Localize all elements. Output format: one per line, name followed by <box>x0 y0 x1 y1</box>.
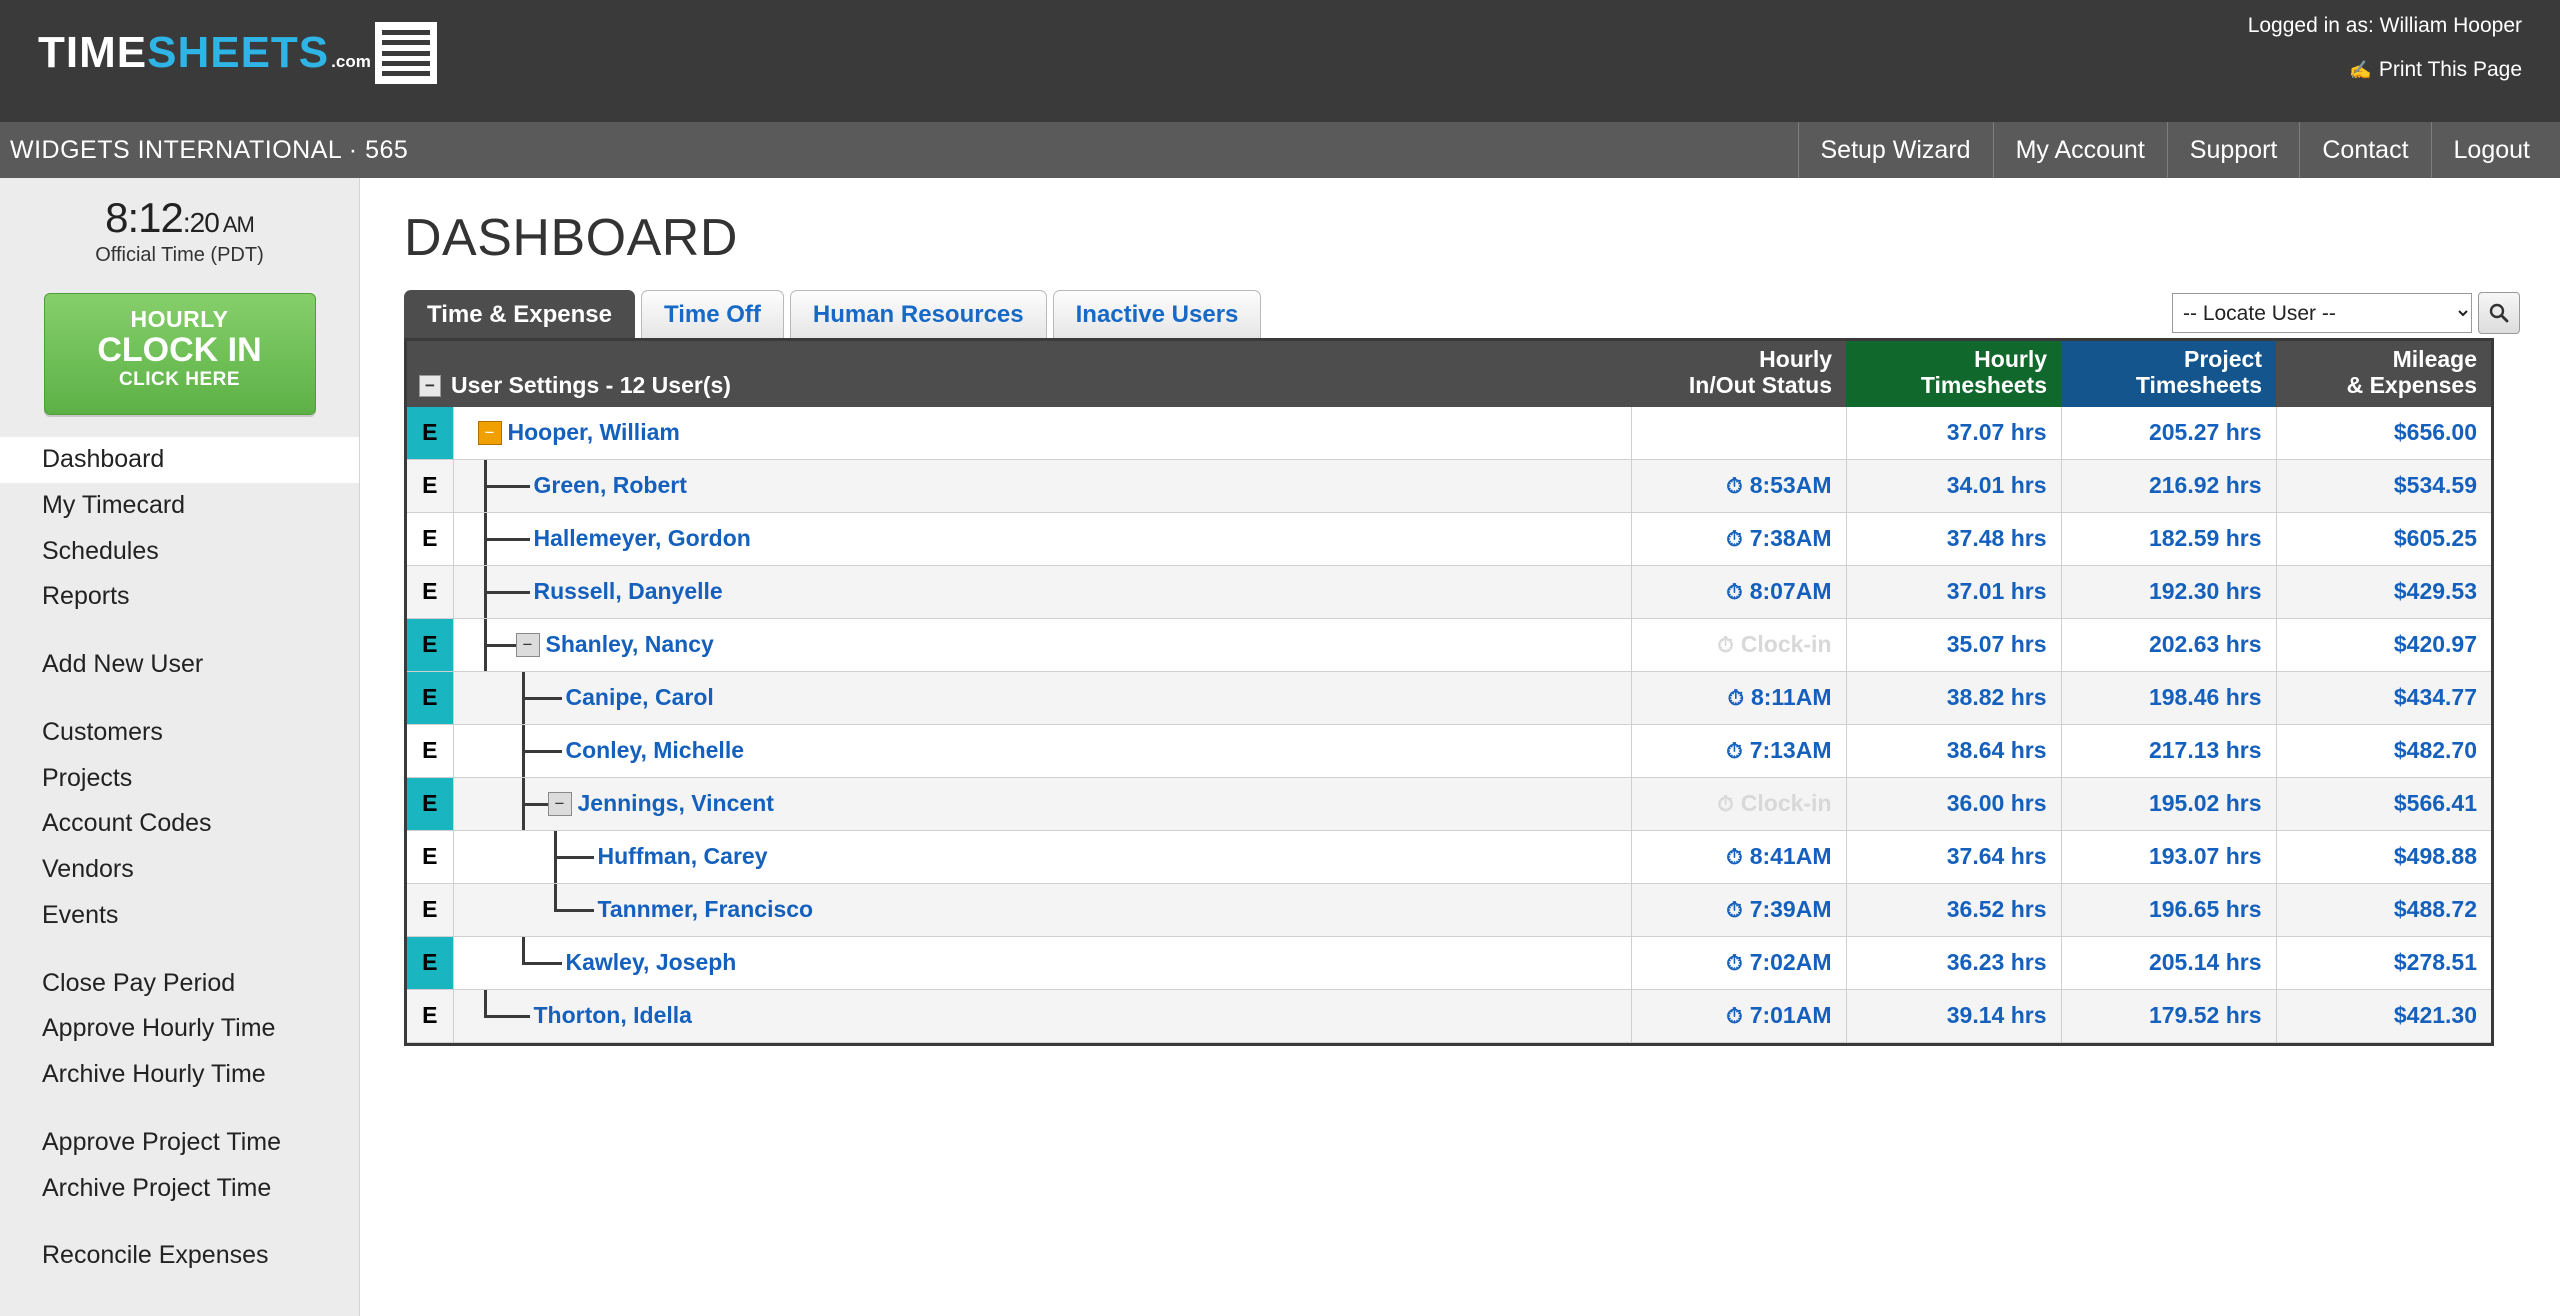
mileage-expense-amount[interactable]: $605.25 <box>2276 512 2491 565</box>
logo[interactable] <box>38 22 437 84</box>
table-body <box>407 407 2491 1043</box>
mileage-expense-amount[interactable]: $421.30 <box>2276 989 2491 1042</box>
user-name-cell <box>453 830 1631 883</box>
sidebar-item-close-pay-period[interactable]: Close Pay Period <box>42 968 236 997</box>
tree-connector <box>522 962 562 965</box>
user-name-link[interactable]: Shanley, Nancy <box>545 631 714 657</box>
project-timesheet-hours[interactable]: 192.30 hrs <box>2061 565 2276 618</box>
tree-line <box>484 460 487 512</box>
table-row <box>407 777 2491 830</box>
table-row <box>407 565 2491 618</box>
user-name-cell <box>453 724 1631 777</box>
clock-in-line1: HOURLY <box>130 306 229 332</box>
header-user-settings <box>407 341 1631 407</box>
tree-collapse-toggle[interactable]: − <box>478 421 502 445</box>
table-row <box>407 830 2491 883</box>
employee-type-flag: E <box>407 512 453 565</box>
mileage-expense-amount[interactable]: $498.88 <box>2276 830 2491 883</box>
user-name-link[interactable]: Conley, Michelle <box>565 737 745 763</box>
logo-text-sheets: SHEETS <box>147 28 330 77</box>
inout-status-cell[interactable] <box>1631 459 1846 512</box>
hourly-timesheet-hours[interactable]: 37.64 hrs <box>1846 830 2061 883</box>
employee-type-flag: E <box>407 618 453 671</box>
clock-icon: ⏱ <box>1727 687 1744 710</box>
table-row <box>407 936 2491 989</box>
sidebar-item-my-timecard[interactable]: My Timecard <box>42 490 186 519</box>
tree-line <box>484 513 487 565</box>
hourly-timesheet-hours[interactable]: 37.48 hrs <box>1846 512 2061 565</box>
sidebar-divider-2 <box>0 688 359 710</box>
print-page-label: Print This Page <box>2378 58 2522 81</box>
tree-line <box>522 725 525 777</box>
project-timesheet-hours[interactable]: 196.65 hrs <box>2061 883 2276 936</box>
company-bar <box>0 122 2560 178</box>
project-timesheet-hours[interactable]: 198.46 hrs <box>2061 671 2276 724</box>
inout-status-cell[interactable] <box>1631 407 1846 460</box>
user-name-link[interactable]: Tannmer, Francisco <box>597 896 814 922</box>
user-name-cell <box>453 671 1631 724</box>
sidebar-item-schedules[interactable]: Schedules <box>42 536 159 565</box>
tab-time-off[interactable]: Time Off <box>641 290 784 338</box>
user-name-link[interactable]: Huffman, Carey <box>597 843 768 869</box>
inout-status-value: 8:07AM <box>1749 578 1832 604</box>
mileage-expense-amount[interactable]: $429.53 <box>2276 565 2491 618</box>
clock-icon: ⏱ <box>1726 1005 1743 1028</box>
tree-connector <box>554 909 594 912</box>
top-bar <box>0 0 2560 122</box>
clock-icon: ⏱ <box>1726 952 1743 975</box>
clock-icon: ⏱ <box>1726 899 1743 922</box>
employee-type-flag: E <box>407 565 453 618</box>
inout-status-value: 7:39AM <box>1749 896 1832 922</box>
table-row <box>407 459 2491 512</box>
clock-icon: ⏱ <box>1717 793 1734 816</box>
clock-icon: ⏱ <box>1726 528 1743 551</box>
user-name-link[interactable]: Hooper, William <box>507 419 680 445</box>
employee-type-flag: E <box>407 936 453 989</box>
inout-status-value: Clock-in <box>1740 790 1832 816</box>
user-name-link[interactable]: Thorton, Idella <box>533 1002 692 1028</box>
clock-ampm: AM <box>222 212 254 237</box>
sidebar-item-reconcile-expenses[interactable]: Reconcile Expenses <box>42 1241 269 1270</box>
sidebar-item-account-codes[interactable]: Account Codes <box>42 809 212 838</box>
user-name-cell <box>453 777 1631 830</box>
sidebar-item-vendors[interactable]: Vendors <box>42 855 134 883</box>
sidebar-item-dashboard[interactable]: Dashboard <box>0 437 359 483</box>
sidebar-item-events[interactable]: Events <box>42 900 119 929</box>
clock-in-line3: CLICK HERE <box>118 368 241 390</box>
tree-connector <box>522 697 562 700</box>
user-name-cell <box>453 565 1631 618</box>
sidebar-nav <box>0 437 359 1279</box>
inout-status-value: 7:02AM <box>1749 949 1832 975</box>
main-content <box>360 178 2560 1316</box>
tree-line <box>522 672 525 724</box>
mileage-expense-amount[interactable]: $434.77 <box>2276 671 2491 724</box>
hourly-timesheet-hours[interactable]: 38.82 hrs <box>1846 671 2061 724</box>
hourly-timesheet-hours[interactable]: 38.64 hrs <box>1846 724 2061 777</box>
locate-user-select[interactable] <box>2172 293 2472 333</box>
tree-connector <box>484 591 530 594</box>
logged-in-label: Logged in as: William Hooper <box>2247 14 2522 37</box>
header-user-settings-label: User Settings - 12 User(s) <box>451 371 731 398</box>
mileage-expense-amount[interactable]: $278.51 <box>2276 936 2491 989</box>
tree-line <box>484 619 487 671</box>
table-header-row <box>407 341 2491 407</box>
user-name-link[interactable]: Kawley, Joseph <box>565 949 737 975</box>
hourly-timesheet-hours[interactable]: 34.01 hrs <box>1846 459 2061 512</box>
collapse-minus-icon[interactable]: − <box>419 375 441 397</box>
hourly-timesheet-hours[interactable]: 36.00 hrs <box>1846 777 2061 830</box>
header-mileage-line1: Mileage <box>2392 346 2477 372</box>
official-clock <box>0 194 359 242</box>
project-timesheet-hours[interactable]: 193.07 hrs <box>2061 830 2276 883</box>
inout-status-cell[interactable] <box>1631 989 1846 1042</box>
inout-status-cell[interactable] <box>1631 565 1846 618</box>
user-name-link[interactable]: Canipe, Carol <box>565 684 714 710</box>
nav-logout[interactable]: Logout <box>2431 122 2560 178</box>
mileage-expense-amount[interactable]: $488.72 <box>2276 883 2491 936</box>
project-timesheet-hours[interactable]: 195.02 hrs <box>2061 777 2276 830</box>
sidebar-item-add-new-user[interactable]: Add New User <box>42 650 204 678</box>
clock-icon: ⏱ <box>1726 740 1743 763</box>
user-name-cell <box>453 407 1631 460</box>
project-timesheet-hours[interactable]: 182.59 hrs <box>2061 512 2276 565</box>
project-timesheet-hours[interactable]: 217.13 hrs <box>2061 724 2276 777</box>
inout-status-cell[interactable] <box>1631 724 1846 777</box>
main-nav <box>1798 122 2560 178</box>
clock-in-line2: CLOCK IN <box>97 331 262 369</box>
header-status-line2: In/Out Status <box>1688 371 1832 398</box>
header-project-line1: Project <box>2184 346 2262 372</box>
sidebar-item-projects[interactable]: Projects <box>42 763 133 792</box>
clock-icon: ⏱ <box>1726 846 1743 869</box>
nav-setup-wizard[interactable]: Setup Wizard <box>1798 122 1993 178</box>
tree-connector <box>554 856 594 859</box>
tree-line <box>554 884 557 911</box>
inout-status-value: 7:38AM <box>1749 525 1832 551</box>
print-page-link[interactable] <box>2349 58 2522 82</box>
inout-status-value: 8:41AM <box>1749 843 1832 869</box>
header-hourly-line1: Hourly <box>1974 346 2047 372</box>
table-row <box>407 512 2491 565</box>
header-status-line1: Hourly <box>1759 346 1832 372</box>
inout-status-cell[interactable] <box>1631 830 1846 883</box>
mileage-expense-amount[interactable]: $482.70 <box>2276 724 2491 777</box>
tree-line <box>484 566 487 618</box>
header-mileage-expenses <box>2276 341 2491 407</box>
project-timesheet-hours[interactable]: 205.27 hrs <box>2061 407 2276 460</box>
tree-connector <box>484 1015 530 1018</box>
mileage-expense-amount[interactable]: $656.00 <box>2276 407 2491 460</box>
hourly-clock-in-button[interactable] <box>44 293 316 415</box>
table-row <box>407 883 2491 936</box>
user-name-link[interactable]: Russell, Danyelle <box>533 578 723 604</box>
nav-my-account[interactable]: My Account <box>1993 122 2167 178</box>
clock-box <box>0 178 359 273</box>
employee-type-flag: E <box>407 724 453 777</box>
tree-line <box>484 990 487 1017</box>
inout-status-value: 7:01AM <box>1749 1002 1832 1028</box>
locate-user-controls <box>2172 292 2520 334</box>
sidebar-divider-1 <box>0 620 359 642</box>
tab-inactive-users[interactable]: Inactive Users <box>1053 290 1262 338</box>
hourly-timesheet-hours[interactable]: 36.23 hrs <box>1846 936 2061 989</box>
hourly-timesheet-hours[interactable]: 37.07 hrs <box>1846 407 2061 460</box>
clock-time: 8:12 <box>105 194 183 241</box>
clock-icon: ⏱ <box>1726 581 1743 604</box>
clock-icon: ⏱ <box>1717 634 1734 657</box>
hourly-timesheet-hours[interactable]: 37.01 hrs <box>1846 565 2061 618</box>
user-name-cell <box>453 512 1631 565</box>
dashboard-table-container <box>404 338 2494 1046</box>
header-hourly-line2: Timesheets <box>1920 371 2047 398</box>
header-mileage-line2: & Expenses <box>2346 371 2477 398</box>
table-row <box>407 407 2491 460</box>
tab-time-and-expense[interactable]: Time & Expense <box>404 290 635 338</box>
user-name-cell <box>453 618 1631 671</box>
employee-type-flag: E <box>407 830 453 883</box>
inout-status-cell[interactable] <box>1631 936 1846 989</box>
employee-type-flag: E <box>407 407 453 460</box>
tree-connector <box>484 485 530 488</box>
logo-text-time: TIME <box>38 28 148 77</box>
nav-support[interactable]: Support <box>2167 122 2300 178</box>
magnifier-icon <box>2488 302 2510 324</box>
logo-text <box>38 28 371 78</box>
project-timesheet-hours[interactable]: 205.14 hrs <box>2061 936 2276 989</box>
user-name-link[interactable]: Green, Robert <box>533 472 687 498</box>
sidebar-item-approve-hourly-time[interactable]: Approve Hourly Time <box>42 1014 276 1043</box>
employee-type-flag: E <box>407 883 453 936</box>
inout-status-value: Clock-in <box>1740 631 1832 657</box>
page-title: DASHBOARD <box>404 209 738 267</box>
hourly-timesheet-hours[interactable]: 39.14 hrs <box>1846 989 2061 1042</box>
employee-type-flag: E <box>407 459 453 512</box>
header-project-timesheets <box>2061 341 2276 407</box>
tree-connector <box>484 538 530 541</box>
user-name-cell <box>453 459 1631 512</box>
user-name-cell <box>453 883 1631 936</box>
sidebar-divider-5 <box>0 1211 359 1233</box>
clock-icon: ⏱ <box>1726 475 1743 498</box>
dashboard-table <box>407 341 2491 1043</box>
tree-line <box>522 937 525 964</box>
table-row <box>407 618 2491 671</box>
tree-collapse-toggle[interactable]: − <box>548 792 572 816</box>
printer-icon: ✍ <box>2349 60 2372 80</box>
clock-seconds: :20 <box>182 207 219 238</box>
hourly-timesheet-hours[interactable]: 35.07 hrs <box>1846 618 2061 671</box>
sidebar <box>0 178 360 1316</box>
table-row <box>407 724 2491 777</box>
mileage-expense-amount[interactable]: $534.59 <box>2276 459 2491 512</box>
user-name-link[interactable]: Jennings, Vincent <box>577 790 774 816</box>
official-time-label: Official Time (PDT) <box>95 244 264 266</box>
inout-status-cell[interactable] <box>1631 883 1846 936</box>
sidebar-item-approve-project-time[interactable]: Approve Project Time <box>42 1127 281 1156</box>
table-row <box>407 671 2491 724</box>
tab-human-resources[interactable]: Human Resources <box>790 290 1047 338</box>
inout-status-cell[interactable] <box>1631 618 1846 671</box>
tree-collapse-toggle[interactable]: − <box>516 633 540 657</box>
employee-type-flag: E <box>407 989 453 1042</box>
tab-strip <box>404 290 2520 338</box>
user-name-cell <box>453 989 1631 1042</box>
inout-status-value: 7:13AM <box>1749 737 1832 763</box>
sidebar-item-archive-project-time[interactable]: Archive Project Time <box>42 1173 272 1202</box>
inout-status-cell[interactable] <box>1631 512 1846 565</box>
sidebar-item-customers[interactable]: Customers <box>42 717 163 746</box>
sidebar-item-archive-hourly-time[interactable]: Archive Hourly Time <box>42 1060 266 1088</box>
header-hourly-inout-status <box>1631 341 1846 407</box>
header-hourly-timesheets <box>1846 341 2061 407</box>
employee-type-flag: E <box>407 777 453 830</box>
project-timesheet-hours[interactable]: 179.52 hrs <box>2061 989 2276 1042</box>
project-timesheet-hours[interactable]: 216.92 hrs <box>2061 459 2276 512</box>
locate-user-search-button[interactable] <box>2478 292 2520 334</box>
mileage-expense-amount[interactable]: $420.97 <box>2276 618 2491 671</box>
project-timesheet-hours[interactable]: 202.63 hrs <box>2061 618 2276 671</box>
inout-status-cell[interactable] <box>1631 671 1846 724</box>
tree-connector <box>522 750 562 753</box>
user-name-cell <box>453 936 1631 989</box>
inout-status-value: 8:11AM <box>1750 684 1832 710</box>
company-name: WIDGETS INTERNATIONAL · 565 <box>10 135 409 164</box>
logo-mark-icon <box>375 22 437 84</box>
employee-type-flag: E <box>407 671 453 724</box>
hourly-timesheet-hours[interactable]: 36.52 hrs <box>1846 883 2061 936</box>
nav-contact[interactable]: Contact <box>2299 122 2430 178</box>
inout-status-cell[interactable] <box>1631 777 1846 830</box>
inout-status-value: 8:53AM <box>1749 472 1832 498</box>
table-row <box>407 989 2491 1042</box>
header-project-line2: Timesheets <box>2135 371 2262 398</box>
mileage-expense-amount[interactable]: $566.41 <box>2276 777 2491 830</box>
tree-line <box>522 778 525 830</box>
page-body <box>0 178 2560 1316</box>
tree-line <box>554 831 557 883</box>
sidebar-divider-3 <box>0 939 359 961</box>
user-name-link[interactable]: Hallemeyer, Gordon <box>533 525 751 551</box>
sidebar-item-reports[interactable]: Reports <box>42 582 130 611</box>
sidebar-divider-4 <box>0 1098 359 1120</box>
logo-dotcom: .com <box>331 52 371 71</box>
